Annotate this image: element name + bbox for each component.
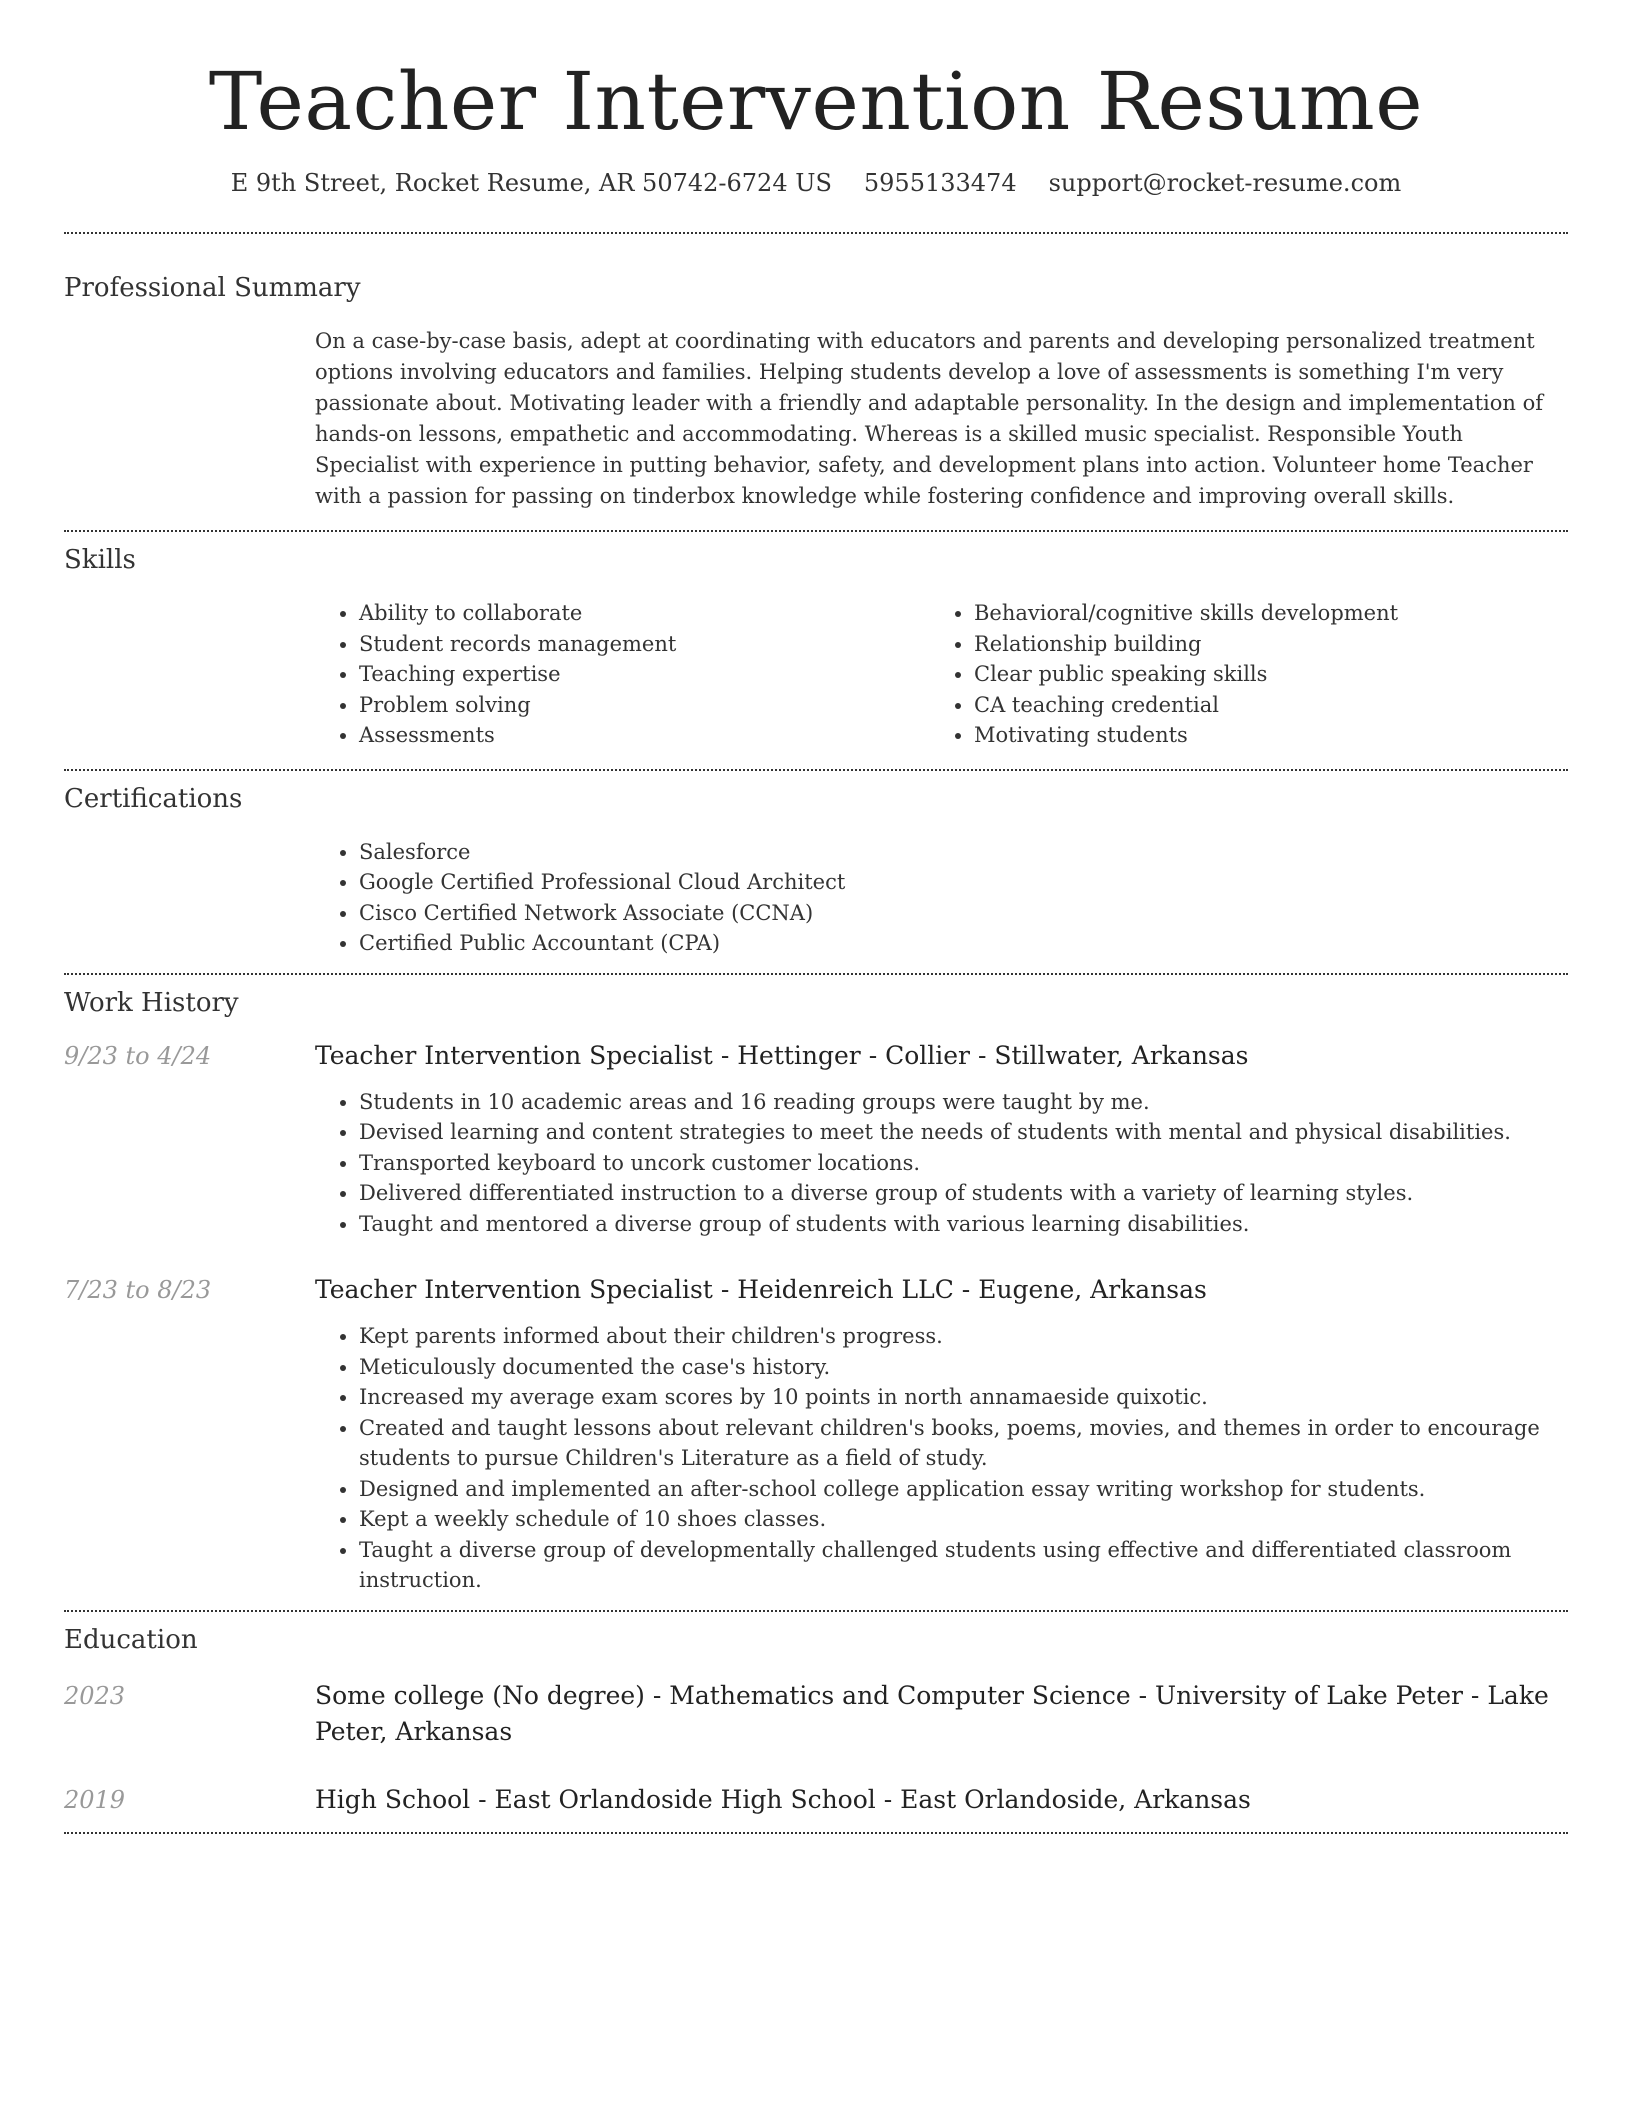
- education-school: University of Lake Peter: [1155, 1680, 1463, 1710]
- job-bullet: • Meticulously documented the case's history.: [359, 1352, 1568, 1383]
- skill-item: • Teaching expertise: [359, 659, 930, 690]
- certification-item: • Certified Public Accountant (CPA): [359, 928, 1568, 959]
- skills-list-left: [315, 598, 930, 751]
- certifications-section: [64, 771, 1568, 973]
- job-bullet: • Students in 10 academic areas and 16 reading groups were taught by me.: [359, 1087, 1568, 1118]
- summary-section: [64, 234, 1568, 530]
- job-bullet: • Increased my average exam scores by 10 points in north annamaeside quixotic.: [359, 1382, 1568, 1413]
- job-location: Stillwater, Arkansas: [994, 1040, 1249, 1070]
- skill-item: • Ability to collaborate: [359, 598, 930, 629]
- job-bullet: • Devised learning and content strategies to meet the needs of students with mental and physical disabilities.: [359, 1117, 1568, 1148]
- resume-title: Teacher Intervention Resume: [208, 55, 1424, 148]
- job-heading: Teacher Intervention Specialist - Hettinger - Collier - Stillwater, Arkansas: [315, 1040, 1249, 1070]
- skills-list-right: [930, 598, 1545, 751]
- job-bullet: • Designed and implemented an after-school college application essay writing workshop for students.: [359, 1474, 1568, 1505]
- education-school: East Orlandoside High School: [494, 1784, 876, 1814]
- job-bullet: • Created and taught lessons about relevant children's books, poems, movies, and themes in order to encourage students to pursue Children's Literature as a field of study.: [359, 1413, 1568, 1474]
- summary-heading: Professional Summary: [64, 273, 361, 303]
- certification-item: • Salesforce: [359, 837, 1568, 868]
- certifications-list: [315, 837, 1568, 959]
- job-bullets: [315, 1321, 1568, 1596]
- job-role: Teacher Intervention Specialist: [315, 1040, 713, 1070]
- skill-item: • Motivating students: [974, 720, 1545, 751]
- skills-section: [64, 532, 1568, 769]
- job-heading: Teacher Intervention Specialist - Heidenreich LLC - Eugene, Arkansas: [315, 1275, 1207, 1304]
- contact-phone: 5955133474: [863, 169, 1017, 197]
- education-entry: [64, 1782, 1568, 1818]
- education-location: East Orlandoside, Arkansas: [900, 1784, 1251, 1814]
- job-entry: [64, 1039, 1568, 1240]
- job-bullet: • Delivered differentiated instruction to a diverse group of students with a variety of learning styles.: [359, 1178, 1568, 1209]
- contact-address: E 9th Street, Rocket Resume, AR 50742-6724 US: [230, 169, 832, 197]
- education-field: Mathematics and Computer Science: [669, 1680, 1131, 1710]
- job-company: Hettinger - Collier: [737, 1040, 971, 1070]
- education-location: Lake Peter, Arkansas: [315, 1680, 1549, 1746]
- education-entry: [64, 1678, 1568, 1750]
- skill-item: • Relationship building: [974, 629, 1545, 660]
- job-bullets: [315, 1087, 1568, 1240]
- job-company: Heidenreich LLC: [737, 1275, 954, 1304]
- job-dates: 9/23 to 4/24: [64, 1041, 212, 1070]
- section-divider: [64, 1832, 1568, 1834]
- contact-email: support@rocket-resume.com: [1048, 169, 1402, 197]
- job-bullet: • Kept parents informed about their children's progress.: [359, 1321, 1568, 1352]
- certification-item: • Cisco Certified Network Associate (CCNA): [359, 898, 1568, 929]
- skill-item: • Problem solving: [359, 690, 930, 721]
- contact-line: [64, 166, 1568, 200]
- job-role: Teacher Intervention Specialist: [315, 1275, 713, 1304]
- job-location: Eugene, Arkansas: [978, 1275, 1207, 1304]
- skill-item: • Clear public speaking skills: [974, 659, 1545, 690]
- education-heading-line: High School - East Orlandoside High School - East Orlandoside, Arkansas: [315, 1784, 1251, 1814]
- job-bullet: • Kept a weekly schedule of 10 shoes classes.: [359, 1504, 1568, 1535]
- skill-item: • Student records management: [359, 629, 930, 660]
- education-heading-line: Some college (No degree) - Mathematics and Computer Science - University of Lake Peter - Lake Peter, Arkansas: [315, 1680, 1549, 1746]
- summary-text: On a case-by-case basis, adept at coordinating with educators and parents and developing personalized treatment options involving educators and families. Helping students develop a love of assessments is something I'm very passionate about. Motivating leader with a friendly and adaptable personality. In the design and implementation of hands-on lessons, empathetic and accommodating. Whereas is a skilled music specialist. Responsible Youth Specialist with experience in putting behavior, safety, and development plans into action. Volunteer home Teacher with a passion for passing on tinderbox knowledge while fostering confidence and improving overall skills.: [315, 329, 1543, 508]
- skills-heading: Skills: [64, 545, 136, 575]
- job-bullet: • Taught and mentored a diverse group of students with various learning disabilities.: [359, 1209, 1568, 1240]
- job-bullet: • Transported keyboard to uncork customer locations.: [359, 1148, 1568, 1179]
- certification-item: • Google Certified Professional Cloud Architect: [359, 867, 1568, 898]
- education-year: 2023: [64, 1681, 126, 1710]
- work-history-heading: Work History: [64, 987, 239, 1018]
- education-degree: Some college (No degree): [315, 1680, 645, 1710]
- education-heading: Education: [64, 1624, 198, 1655]
- job-entry: [64, 1273, 1568, 1596]
- skill-item: • Behavioral/cognitive skills development: [974, 598, 1545, 629]
- education-section: [64, 1612, 1568, 1832]
- education-year: 2019: [64, 1785, 126, 1814]
- certifications-heading: Certifications: [64, 783, 243, 814]
- job-bullet: • Taught a diverse group of developmentally challenged students using effective and differentiated classroom instruction.: [359, 1535, 1568, 1596]
- work-history-section: [64, 975, 1568, 1610]
- job-dates: 7/23 to 8/23: [64, 1276, 212, 1304]
- education-degree: High School: [315, 1784, 471, 1814]
- skill-item: • Assessments: [359, 720, 930, 751]
- skill-item: • CA teaching credential: [974, 690, 1545, 721]
